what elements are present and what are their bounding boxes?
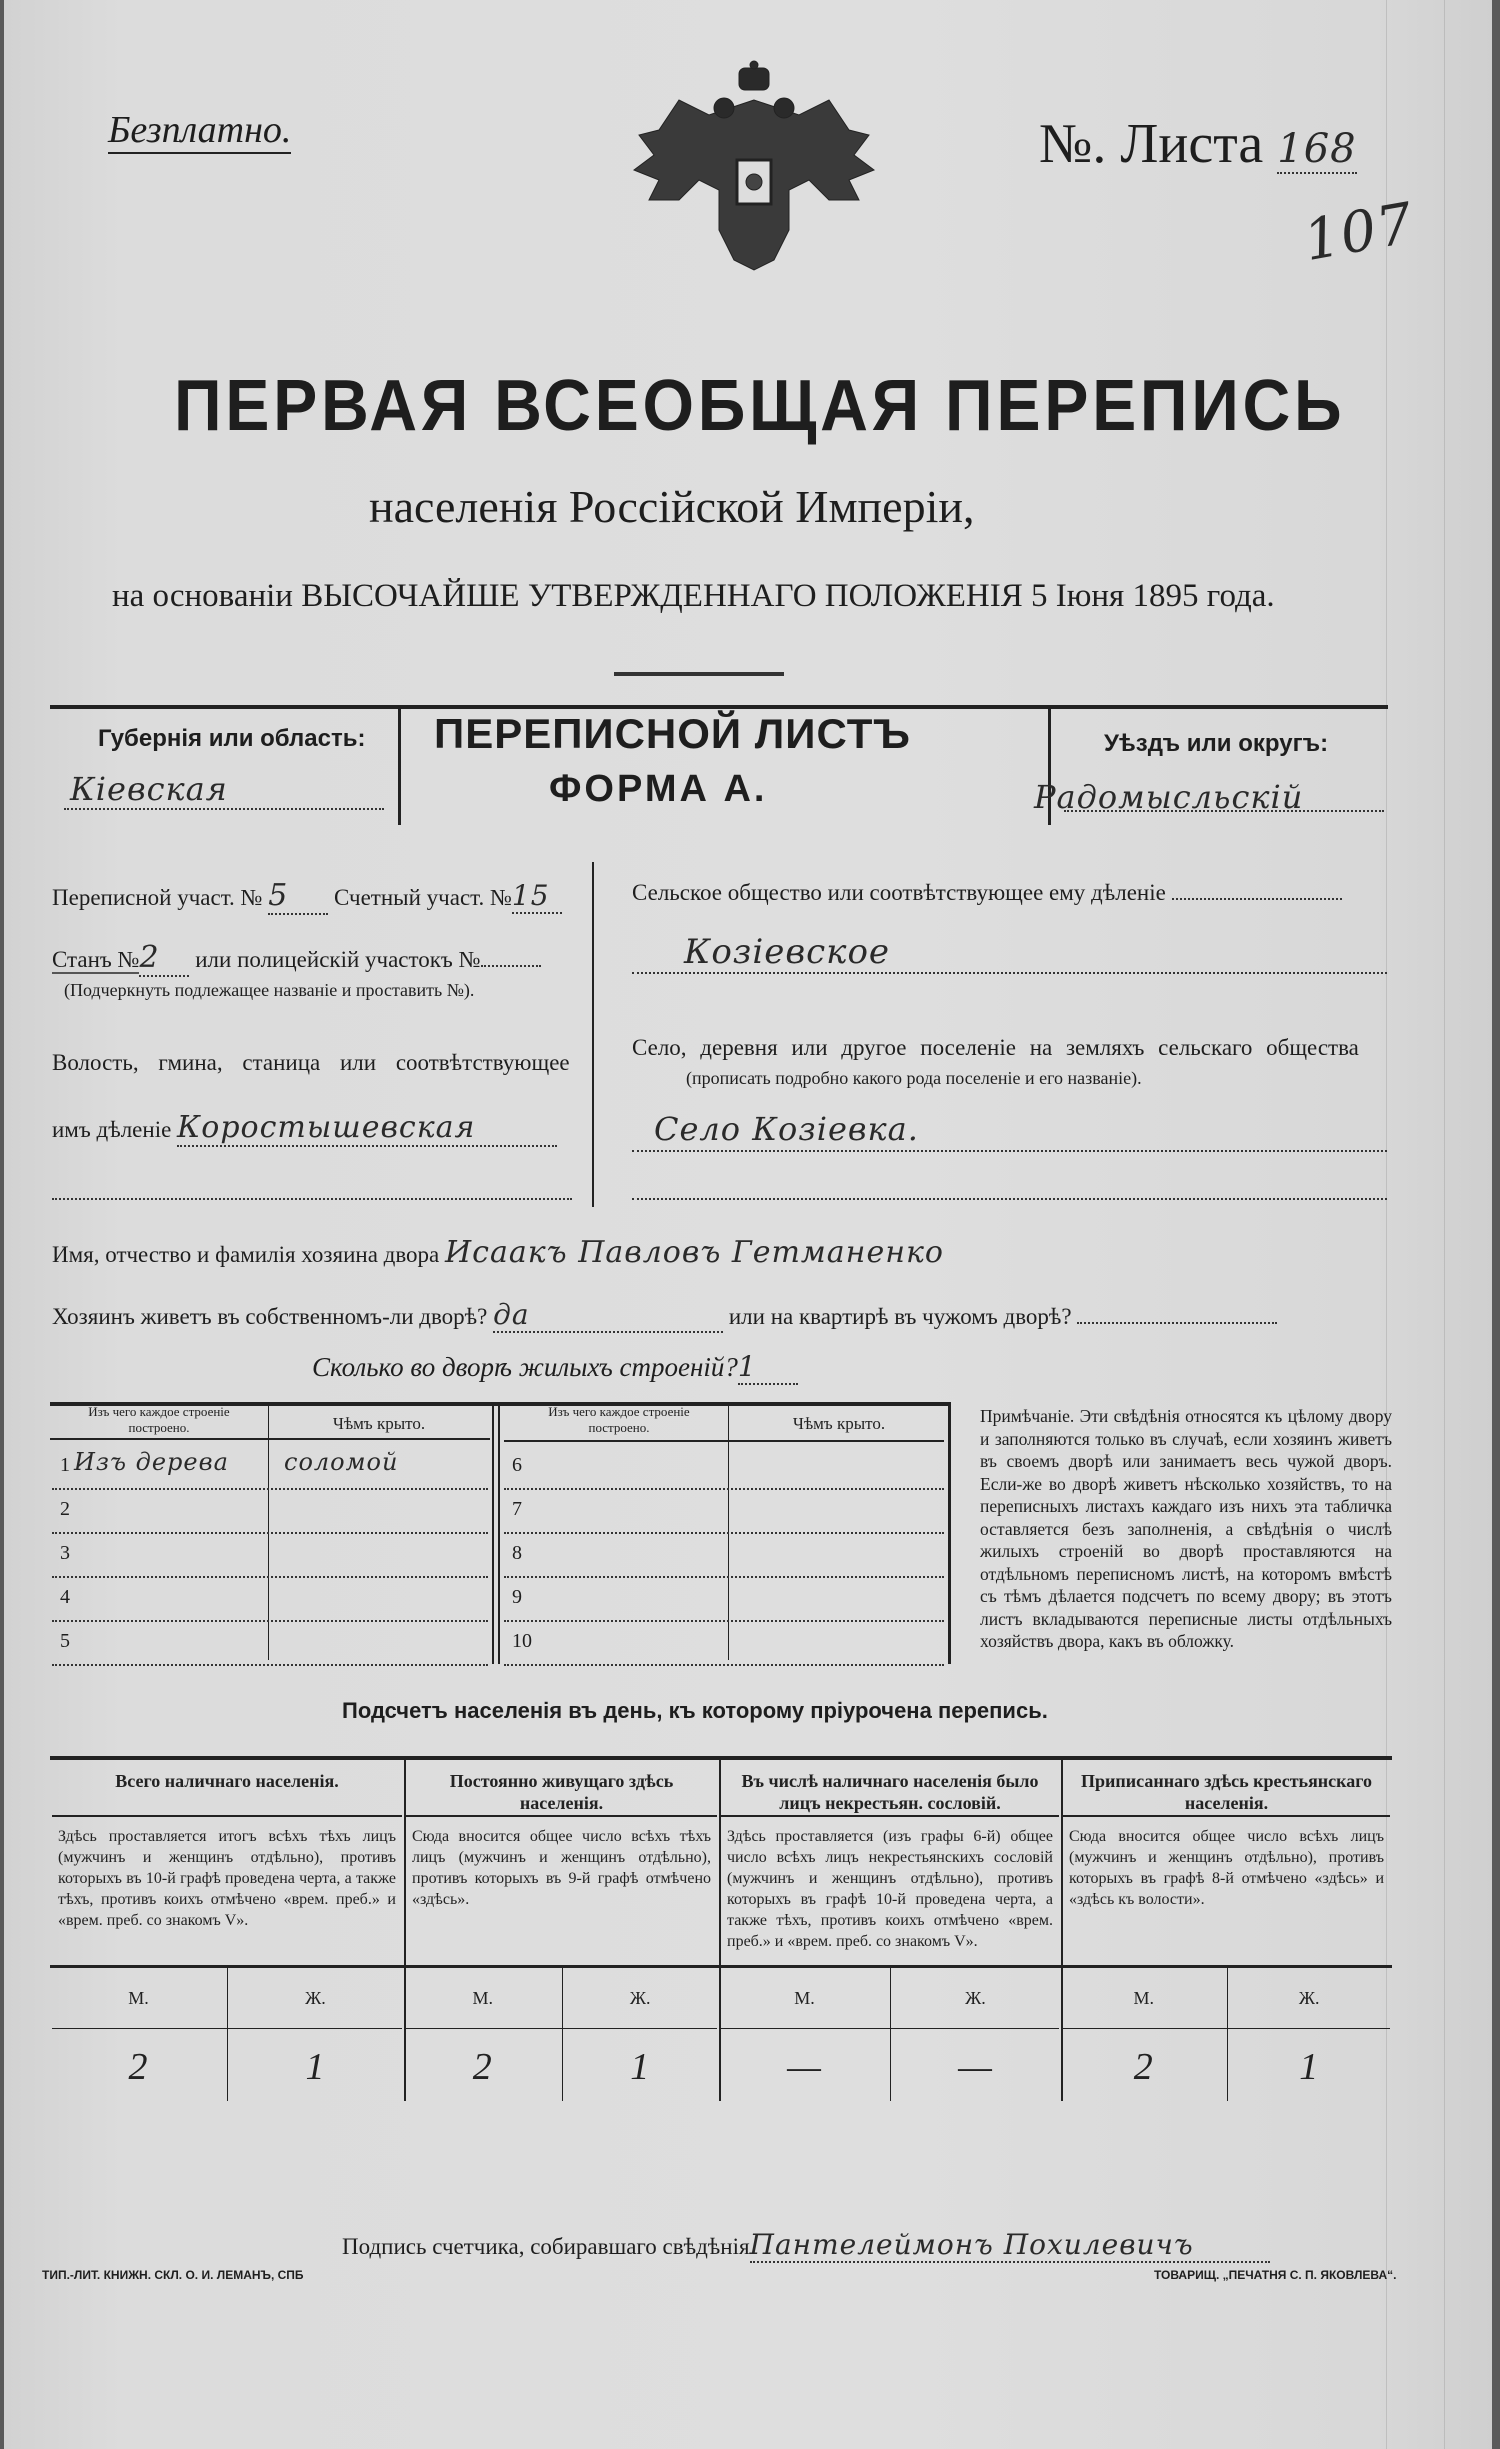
population-col-desc: Здѣсь проставляется итогъ всѣхъ тѣхъ лицъ (мужчинъ и женщинъ отдѣльно), противъ которыхъ въ 10-й графѣ проведена черта, а также тѣхъ, противъ коихъ отмѣчено «врем. преб.» и «врем. преб. со знакомъ V». [58,1828,396,1929]
ornament-divider [614,672,784,676]
sheet-number-label [1039,112,1357,176]
population-col-desc: Здѣсь проставляется (изъ графы 6-й) общее число всѣхъ лицъ некрестьянскихъ сословій (мужчинъ и женщинъ отдѣльно), противъ которыхъ въ графѣ 10-й проведена черта, а также тѣхъ, противъ коихъ отмѣчено «врем. преб.» и «врем. преб. со знакомъ V». [727,1828,1053,1950]
uezd-label: Уѣздъ или округъ: [1104,730,1329,757]
volost-label: Волость, гмина, станица или соотвѣтствующее [52,1050,570,1075]
female-count: 1 [630,2046,651,2088]
population-col-desc: Сюда вносится общее число всѣхъ тѣхъ лицъ (мужчинъ и женщинъ отдѣльно), противъ которыхъ въ 9-й графѣ отмѣчено «здѣсь». [412,1828,711,1908]
gubernia-value: Кіевская [70,770,228,808]
structure-row-number: 5 [60,1630,70,1652]
census-sheet [4,0,1492,2449]
male-count: 2 [1133,2046,1154,2088]
structure-row-number: 8 [512,1542,522,1564]
uezd-value: Радомысльскій [1034,778,1304,816]
structure-row-number: 4 [60,1586,70,1608]
female-label: Ж. [305,1988,326,2008]
owner-field: Имя, отчество и фамилія хозяина двора Исаакъ Павловъ Гетманенко [52,1235,944,1270]
structure-row-number: 1 [60,1454,70,1476]
population-col-header: Постоянно живущаго здѣсь населенія. [449,1771,674,1813]
village-note: (прописать подробно какого рода поселеніе и его названіе). [686,1068,1142,1088]
census-district-field: Переписной участ. № 5 Счетный участ. №15 [52,878,562,915]
village-value: Село Козіевка. [654,1110,919,1148]
col-built-header: Изъ чего каждое строеніе построено. [88,1404,230,1435]
imperial-eagle-emblem [619,60,889,275]
structure-row-number: 6 [512,1454,522,1476]
female-label: Ж. [965,1988,986,2008]
buildings-count-field: Сколько во дворѣ жилыхъ строеній?1 [312,1350,798,1385]
structures-note: Примѣчаніе. Эти свѣдѣнія относятся къ цѣлому двору и заполняются только въ случаѣ, если хозяинъ живетъ въ своемъ дворѣ или занимаетъ весь чужой дворъ. Если-же во дворѣ живетъ нѣсколько хозяйствъ, то на переписныхъ листахъ каждаго изъ нихъ эта табличка оставляется безъ заполненія, а свѣдѣнія о числѣ жилыхъ строеній во дворѣ проставляются на отдѣльномъ переписномъ листѣ, на которомъ вмѣстѣ съ тѣмъ дѣлается подсчетъ по всему двору; въ этотъ листъ вкладываются переписные листы отдѣльныхъ хозяйствъ двора, какъ въ обложку. [980,1406,1392,1651]
male-count: 2 [128,2046,149,2088]
corner-note: 107 [1299,190,1419,275]
volost-field: имъ дѣленіе Коростышевская [52,1110,557,1147]
form-subtitle: ФОРМА А. [549,768,768,810]
underline-note: (Подчеркнуть подлежащее названіе и проставить №). [64,980,475,1000]
footer-printer-left: ТИП.-ЛИТ. КНИЖН. СКЛ. О. И. ЛЕМАНЪ, СПБ [42,2268,304,2282]
population-col-desc: Сюда вносится общее число всѣхъ лицъ (мужчинъ и женщинъ отдѣльно), противъ которыхъ въ графѣ 8-й отмѣчено «здѣсь» и «здѣсь къ волости». [1069,1828,1384,1908]
male-label: М. [1133,1988,1154,2008]
structure-row-number: 9 [512,1586,522,1608]
own-yard-field: Хозяинъ живетъ въ собственномъ-ли дворѣ? да или на квартирѣ въ чужомъ дворѣ? [52,1298,1277,1333]
structure-row-number: 3 [60,1542,70,1564]
population-col-header: Въ числѣ наличнаго населенія было лицъ некрестьян. сословій. [741,1771,1039,1813]
female-label: Ж. [629,1988,651,2008]
gubernia-label: Губернія или область: [98,725,366,752]
female-label: Ж. [1298,1988,1320,2008]
free-label: Безплатно. [108,108,291,154]
structure-row-number: 10 [512,1630,532,1652]
structure-roof-value: соломой [284,1448,399,1476]
page-title: ПЕРВАЯ ВСЕОБЩАЯ ПЕРЕПИСЬ [174,366,1346,446]
col-roof-header: Чѣмъ крыто. [332,1414,426,1433]
structure-row-number: 2 [60,1498,70,1520]
structure-row-number: 7 [512,1498,522,1520]
male-count: — [787,2046,822,2088]
society-value: Козіевское [684,932,891,972]
structure-built-value: Изъ дерева [74,1448,229,1476]
population-col-header: Всего наличнаго населенія. [115,1771,339,1791]
sheet-number-text: №. Листа [1039,113,1264,175]
page-subtitle: населенія Россійской Имперіи, [369,481,975,532]
male-label: М. [128,1988,149,2008]
female-count: 1 [305,2046,326,2088]
legal-basis: на основаніи ВЫСОЧАЙШЕ УТВЕРЖДЕННАГО ПОЛОЖЕНІЯ 5 Іюня 1895 года. [112,578,1275,614]
col-built-header-2: Изъ чего каждое строеніе построено. [548,1404,690,1435]
male-count: 2 [472,2046,493,2088]
female-count: 1 [1299,2046,1320,2088]
population-title: Подсчетъ населенія въ день, къ которому пріурочена перепись. [342,1698,1048,1723]
village-label: Село, деревня или другое поселеніе на земляхъ сельскаго общества [632,1035,1359,1060]
male-label: М. [794,1988,815,2008]
form-title: ПЕРЕПИСНОЙ ЛИСТЪ [434,710,911,757]
col-roof-header-2: Чѣмъ крыто. [792,1414,886,1433]
population-col-header: Приписаннаго здѣсь крестьянскаго населенія. [1081,1771,1372,1813]
signature-field: Подпись счетчика, собиравшаго свѣдѣніяПантелеймонъ Похилевичъ [342,2228,1270,2263]
stan-field: Станъ №2 или полицейскій участокъ № [52,940,541,977]
society-label: Сельское общество или соотвѣтствующее ему дѣленіе [632,880,1342,906]
sheet-number-value: 168 [1277,126,1357,172]
male-label: М. [472,1988,493,2008]
female-count: — [958,2046,993,2088]
footer-printer-right: ТОВАРИЩ. „ПЕЧАТНЯ С. П. ЯКОВЛЕВА“. [1154,2268,1397,2282]
